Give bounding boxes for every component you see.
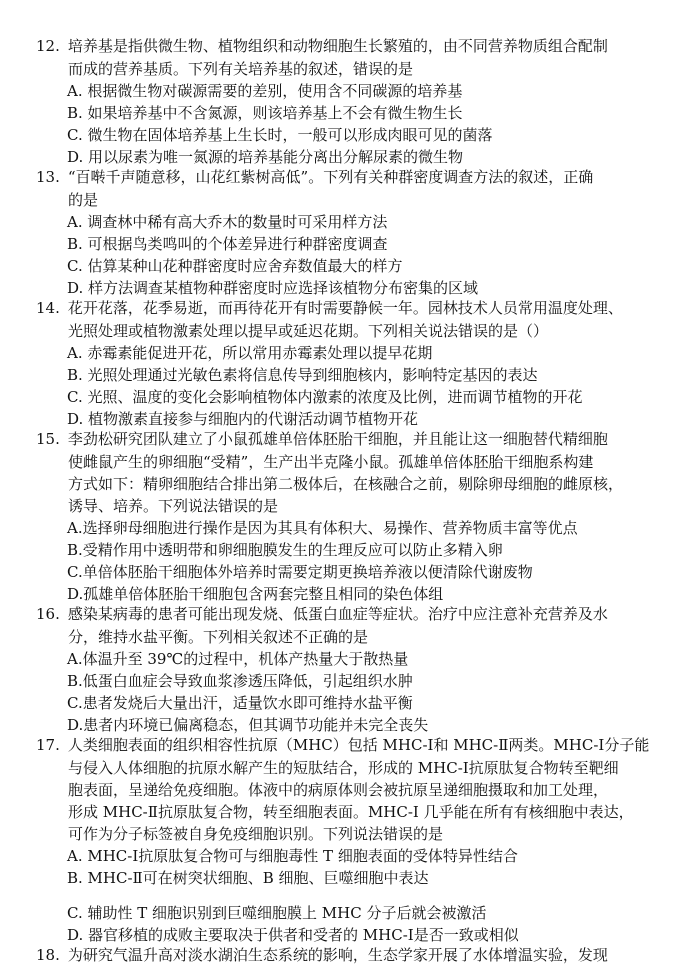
question-16-option-d: D.患者内环境已偏离稳态，但其调节功能并未完全丧失 (67, 716, 429, 734)
question-13-option-c: C. 估算某种山花种群密度时应舍弃数值最大的样方 (67, 257, 403, 275)
question-12-line-1 (36, 35, 608, 57)
question-17-option-b: B. MHC-Ⅱ可在树突状细胞、B 细胞、巨噬细胞中表达 (67, 869, 429, 887)
question-16-option-a: A.体温升至 39℃的过程中，机体产热量大于散热量 (67, 650, 409, 668)
question-13-line-1 (36, 166, 593, 188)
question-14-option-b: B. 光照处理通过光敏色素将信息传导到细胞核内，影响特定基因的表达 (67, 366, 538, 384)
question-12-stem-1: 培养基是指供微生物、植物组织和动物细胞生长繁殖的，由不同营养物质组合配制 (67, 37, 608, 55)
question-18-line-1 (36, 944, 608, 966)
question-17-option-a: A. MHC-Ⅰ抗原肽复合物可与细胞毒性 T 细胞表面的受体特异性结合 (67, 847, 518, 865)
question-12-stem-2: 而成的营养基质。下列有关培养基的叙述，错误的是 (68, 60, 414, 78)
question-15-line-1 (36, 428, 608, 450)
question-14-stem-2: 光照处理或植物激素处理以提早或延迟花期。下列相关说法错误的是（） (68, 322, 549, 340)
question-15-stem-4: 诱导、培养。下列说法错误的是 (68, 497, 279, 515)
question-14-stem-1: 花开花落，花季易逝，而再待花开有时需要静候一年。园林技术人员常用温度处理、 (67, 299, 623, 317)
question-15-number: 15. (36, 430, 60, 448)
question-15-stem-1: 李劲松研究团队建立了小鼠孤雄单倍体胚胎干细胞，并且能让这一细胞替代精细胞 (67, 430, 608, 448)
question-16-line-1 (36, 603, 608, 625)
question-17-stem-3: 胞表面，呈递给免疫细胞。体液中的病原体则会被抗原呈递细胞摄取和加工处理， (68, 781, 609, 799)
question-13-option-d: D. 样方法调查某植物种群密度时应选择该植物分布密集的区域 (67, 279, 479, 297)
question-17-option-d: D. 器官移植的成败主要取决于供者和受者的 MHC-Ⅰ是否一致或相似 (67, 926, 519, 944)
question-15-stem-3: 方式如下：精卵细胞结合排出第二极体后，在核融合之前，剔除卵母细胞的雌原核， (68, 475, 624, 493)
question-17-stem-1: 人类细胞表面的组织相容性抗原（MHC）包括 MHC-Ⅰ和 MHC-Ⅱ两类。MHC-Ⅰ分子能 (67, 736, 650, 754)
question-12-number: 12. (36, 37, 60, 55)
question-16-stem-1: 感染某病毒的患者可能出现发烧、低蛋白血症等症状。治疗中应注意补充营养及水 (67, 605, 608, 623)
question-14-option-c: C. 光照、温度的变化会影响植物体内激素的浓度及比例，进而调节植物的开花 (67, 388, 583, 406)
question-16-option-b: B.低蛋白血症会导致血浆渗透压降低，引起组织水肿 (67, 672, 413, 690)
question-13-stem-2: 的是 (68, 191, 99, 209)
question-17-stem-2: 与侵入人体细胞的抗原水解产生的短肽结合，形成的 MHC-Ⅰ抗原肽复合物转至靶细 (68, 759, 619, 777)
question-16-stem-2: 分，维持水盐平衡。下列相关叙述不正确的是 (68, 628, 369, 646)
question-13-number: 13. (36, 168, 60, 186)
question-13-stem-1: “百啭千声随意移，山花红紫树高低”。下列有关种群密度调查方法的叙述，正确 (67, 168, 594, 186)
question-15-option-b: B.受精作用中透明带和卵细胞膜发生的生理反应可以防止多精入卵 (67, 541, 503, 559)
question-15-option-c: C.单倍体胚胎干细胞体外培养时需要定期更换培养液以便清除代谢废物 (67, 563, 533, 581)
question-14-option-d: D. 植物激素直接参与细胞内的代谢活动调节植物开花 (67, 410, 419, 428)
question-14-number: 14. (36, 299, 60, 317)
question-17-option-c: C. 辅助性 T 细胞识别到巨噬细胞膜上 MHC 分子后就会被激活 (67, 904, 487, 922)
question-16-option-c: C.患者发烧后大量出汗，适量饮水即可维持水盐平衡 (67, 694, 413, 712)
question-18-stem-1: 为研究气温升高对淡水湖泊生态系统的影响，生态学家开展了水体增温实验，发现 (67, 946, 608, 964)
question-14-option-a: A. 赤霉素能促进开花，所以常用赤霉素处理以提早花期 (67, 344, 433, 362)
question-12-option-d: D. 用以尿素为唯一氮源的培养基能分离出分解尿素的微生物 (67, 148, 464, 166)
question-13-option-b: B. 可根据鸟类鸣叫的个体差异进行种群密度调查 (67, 235, 388, 253)
question-12-option-c: C. 微生物在固体培养基上生长时，一般可以形成肉眼可见的菌落 (67, 126, 493, 144)
question-17-number: 17. (36, 736, 60, 754)
question-12-option-b: B. 如果培养基中不含氮源，则该培养基上不会有微生物生长 (67, 104, 463, 122)
question-15-option-a: A.选择卵母细胞进行操作是因为其具有体积大、易操作、营养物质丰富等优点 (67, 519, 578, 537)
question-18-number: 18. (36, 946, 60, 964)
question-15-stem-2: 使雌鼠产生的卵细胞“受精”，生产出半克隆小鼠。孤雄单倍体胚胎干细胞系构建 (68, 453, 594, 471)
question-17-stem-5: 可作为分子标签被自身免疫细胞识别。下列说法错误的是 (68, 825, 444, 843)
question-14-line-1 (36, 297, 623, 319)
question-15-option-d: D.孤雄单倍体胚胎干细胞包含两套完整且相同的染色体组 (67, 585, 444, 603)
question-13-option-a: A. 调查林中稀有高大乔木的数量时可采用样方法 (67, 213, 388, 231)
question-17-line-1 (36, 734, 649, 756)
question-17-stem-4: 形成 MHC-Ⅱ抗原肽复合物，转至细胞表面。MHC-I 几乎能在所有有核细胞中表达， (68, 803, 634, 821)
question-12-option-a: A. 根据微生物对碳源需要的差别，使用含不同碳源的培养基 (67, 82, 463, 100)
question-16-number: 16. (36, 605, 60, 623)
